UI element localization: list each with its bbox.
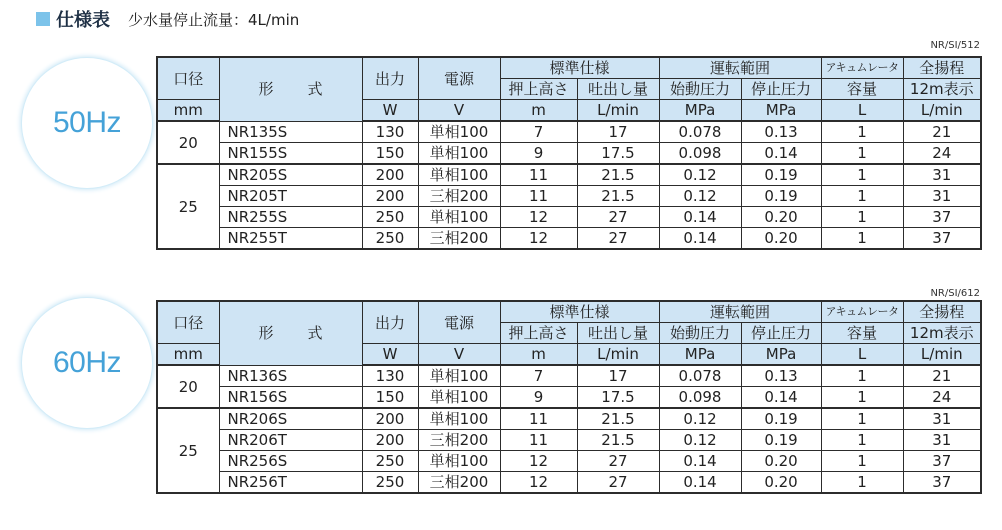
spec-table: [156, 56, 982, 250]
header-diameter: 口径: [157, 57, 219, 100]
lift-cell: 12: [500, 228, 577, 250]
capacity-cell: 1: [821, 451, 903, 472]
full-head-cell: 37: [903, 451, 981, 472]
diameter-cell: 20: [157, 365, 219, 408]
table-row: [157, 472, 981, 494]
diameter-cell: 20: [157, 121, 219, 164]
page-title: 仕様表: [56, 10, 110, 31]
unit-full-head: L/min: [903, 100, 981, 122]
frequency-badge: [22, 58, 152, 188]
discharge-cell: 17.5: [577, 143, 659, 165]
full-head-cell: 31: [903, 408, 981, 430]
header-lift: 押上高さ: [500, 323, 577, 344]
header-full-head-a: 全揚程: [903, 57, 981, 79]
stop-cell: 0.19: [741, 430, 821, 451]
discharge-cell: 27: [577, 207, 659, 228]
start-cell: 0.12: [659, 186, 741, 207]
capacity-cell: 1: [821, 430, 903, 451]
stop-cell: 0.14: [741, 387, 821, 409]
model-cell: NR255S: [219, 207, 362, 228]
start-cell: 0.098: [659, 387, 741, 409]
table-row: [157, 228, 981, 250]
capacity-cell: 1: [821, 387, 903, 409]
header-standard-spec: 標準仕様: [500, 301, 659, 323]
capacity-cell: 1: [821, 365, 903, 387]
header-operating-range: 運転範囲: [659, 301, 821, 323]
start-cell: 0.14: [659, 472, 741, 494]
full-head-cell: 24: [903, 387, 981, 409]
lift-cell: 9: [500, 387, 577, 409]
start-cell: 0.14: [659, 207, 741, 228]
capacity-cell: 1: [821, 207, 903, 228]
output-cell: 150: [362, 387, 418, 409]
capacity-cell: 1: [821, 228, 903, 250]
model-cell: NR256S: [219, 451, 362, 472]
header-accumulator: アキュムレータ: [821, 301, 903, 323]
unit-capacity: L: [821, 344, 903, 366]
capacity-cell: 1: [821, 472, 903, 494]
model-cell: NR206S: [219, 408, 362, 430]
table-row: [157, 451, 981, 472]
lift-cell: 9: [500, 143, 577, 165]
full-head-cell: 31: [903, 186, 981, 207]
diameter-cell: 25: [157, 408, 219, 493]
header-stop-pressure: 停止圧力: [741, 79, 821, 100]
capacity-cell: 1: [821, 143, 903, 165]
header-model-a: 形: [258, 324, 274, 343]
start-cell: 0.12: [659, 408, 741, 430]
capacity-cell: 1: [821, 164, 903, 186]
header-operating-range: 運転範囲: [659, 57, 821, 79]
unit-lift: m: [500, 100, 577, 122]
full-head-cell: 31: [903, 430, 981, 451]
output-cell: 200: [362, 408, 418, 430]
header-start-pressure: 始動圧力: [659, 323, 741, 344]
stop-cell: 0.19: [741, 164, 821, 186]
unit-diameter: mm: [157, 100, 219, 122]
header-row-1: [157, 57, 981, 79]
full-head-cell: 24: [903, 143, 981, 165]
discharge-cell: 21.5: [577, 430, 659, 451]
lift-cell: 12: [500, 207, 577, 228]
unit-full-head: L/min: [903, 344, 981, 366]
model-cell: NR205T: [219, 186, 362, 207]
start-cell: 0.14: [659, 451, 741, 472]
spec-table: [156, 300, 982, 494]
header-model: [219, 301, 362, 365]
unit-start: MPa: [659, 344, 741, 366]
power-cell: 三相200: [418, 430, 500, 451]
power-cell: 三相200: [418, 472, 500, 494]
frequency-badge: [22, 298, 152, 428]
power-cell: 単相100: [418, 365, 500, 387]
stop-cell: 0.13: [741, 365, 821, 387]
unit-lift: m: [500, 344, 577, 366]
discharge-cell: 21.5: [577, 164, 659, 186]
lift-cell: 11: [500, 430, 577, 451]
square-bullet-icon: [36, 12, 50, 26]
model-cell: NR155S: [219, 143, 362, 165]
lift-cell: 12: [500, 472, 577, 494]
header-lift: 押上高さ: [500, 79, 577, 100]
header-output: 出力: [362, 301, 418, 344]
header-power: 電源: [418, 301, 500, 344]
output-cell: 130: [362, 121, 418, 143]
power-cell: 単相100: [418, 408, 500, 430]
stop-cell: 0.20: [741, 472, 821, 494]
discharge-cell: 27: [577, 228, 659, 250]
table-row: [157, 164, 981, 186]
section-heading: [36, 6, 299, 32]
table-row: [157, 387, 981, 409]
full-head-cell: 21: [903, 121, 981, 143]
header-capacity: 容量: [821, 79, 903, 100]
unit-discharge: L/min: [577, 100, 659, 122]
unit-discharge: L/min: [577, 344, 659, 366]
power-cell: 単相100: [418, 143, 500, 165]
power-cell: 単相100: [418, 387, 500, 409]
power-cell: 三相200: [418, 228, 500, 250]
discharge-cell: 17: [577, 365, 659, 387]
output-cell: 250: [362, 451, 418, 472]
full-head-cell: 37: [903, 228, 981, 250]
power-cell: 三相200: [418, 186, 500, 207]
stop-cell: 0.13: [741, 121, 821, 143]
lift-cell: 12: [500, 451, 577, 472]
lift-cell: 11: [500, 164, 577, 186]
start-cell: 0.12: [659, 164, 741, 186]
discharge-cell: 21.5: [577, 186, 659, 207]
output-cell: 200: [362, 186, 418, 207]
unit-stop: MPa: [741, 100, 821, 122]
unit-power: V: [418, 100, 500, 122]
frequency-label: 60Hz: [52, 346, 122, 379]
header-full-head-b: 12m表示: [903, 323, 981, 344]
start-cell: 0.078: [659, 121, 741, 143]
header-model-b: 式: [307, 80, 323, 99]
capacity-cell: 1: [821, 121, 903, 143]
header-full-head-a: 全揚程: [903, 301, 981, 323]
full-head-cell: 37: [903, 207, 981, 228]
lift-cell: 11: [500, 408, 577, 430]
unit-diameter: mm: [157, 344, 219, 366]
stop-cell: 0.14: [741, 143, 821, 165]
capacity-cell: 1: [821, 186, 903, 207]
model-cell: NR205S: [219, 164, 362, 186]
start-cell: 0.12: [659, 430, 741, 451]
model-cell: NR256T: [219, 472, 362, 494]
start-cell: 0.098: [659, 143, 741, 165]
unit-start: MPa: [659, 100, 741, 122]
discharge-cell: 27: [577, 451, 659, 472]
unit-power: V: [418, 344, 500, 366]
full-head-cell: 37: [903, 472, 981, 494]
table-row: [157, 408, 981, 430]
unit-output: W: [362, 344, 418, 366]
stop-cell: 0.19: [741, 408, 821, 430]
diameter-cell: 25: [157, 164, 219, 249]
output-cell: 250: [362, 228, 418, 250]
header-start-pressure: 始動圧力: [659, 79, 741, 100]
table-code: NR/SI/512: [930, 40, 980, 51]
output-cell: 130: [362, 365, 418, 387]
header-output: 出力: [362, 57, 418, 100]
header-stop-pressure: 停止圧力: [741, 323, 821, 344]
stop-cell: 0.20: [741, 207, 821, 228]
header-discharge: 吐出し量: [577, 323, 659, 344]
output-cell: 200: [362, 164, 418, 186]
capacity-cell: 1: [821, 408, 903, 430]
full-head-cell: 21: [903, 365, 981, 387]
table-row: [157, 143, 981, 165]
stop-cell: 0.20: [741, 228, 821, 250]
header-row-1: [157, 301, 981, 323]
discharge-cell: 27: [577, 472, 659, 494]
unit-capacity: L: [821, 100, 903, 122]
unit-output: W: [362, 100, 418, 122]
discharge-cell: 21.5: [577, 408, 659, 430]
power-cell: 単相100: [418, 164, 500, 186]
header-discharge: 吐出し量: [577, 79, 659, 100]
discharge-cell: 17: [577, 121, 659, 143]
header-full-head-b: 12m表示: [903, 79, 981, 100]
power-cell: 単相100: [418, 207, 500, 228]
start-cell: 0.14: [659, 228, 741, 250]
header-model-a: 形: [258, 80, 274, 99]
start-cell: 0.078: [659, 365, 741, 387]
page-subtitle: 少水量停止流量：4L/min: [128, 10, 300, 29]
table-code: NR/SI/612: [930, 288, 980, 299]
table-row: [157, 186, 981, 207]
table-row: [157, 365, 981, 387]
header-standard-spec: 標準仕様: [500, 57, 659, 79]
table-row: [157, 430, 981, 451]
model-cell: NR255T: [219, 228, 362, 250]
unit-stop: MPa: [741, 344, 821, 366]
power-cell: 単相100: [418, 121, 500, 143]
full-head-cell: 31: [903, 164, 981, 186]
output-cell: 150: [362, 143, 418, 165]
model-cell: NR156S: [219, 387, 362, 409]
lift-cell: 7: [500, 121, 577, 143]
header-capacity: 容量: [821, 323, 903, 344]
table-row: [157, 121, 981, 143]
frequency-label: 50Hz: [52, 106, 122, 139]
model-cell: NR136S: [219, 365, 362, 387]
header-model: [219, 57, 362, 121]
model-cell: NR135S: [219, 121, 362, 143]
model-cell: NR206T: [219, 430, 362, 451]
output-cell: 250: [362, 472, 418, 494]
table-row: [157, 207, 981, 228]
header-diameter: 口径: [157, 301, 219, 344]
discharge-cell: 17.5: [577, 387, 659, 409]
header-model-b: 式: [307, 324, 323, 343]
output-cell: 250: [362, 207, 418, 228]
stop-cell: 0.20: [741, 451, 821, 472]
header-power: 電源: [418, 57, 500, 100]
output-cell: 200: [362, 430, 418, 451]
lift-cell: 7: [500, 365, 577, 387]
header-accumulator: アキュムレータ: [821, 57, 903, 79]
power-cell: 単相100: [418, 451, 500, 472]
stop-cell: 0.19: [741, 186, 821, 207]
lift-cell: 11: [500, 186, 577, 207]
